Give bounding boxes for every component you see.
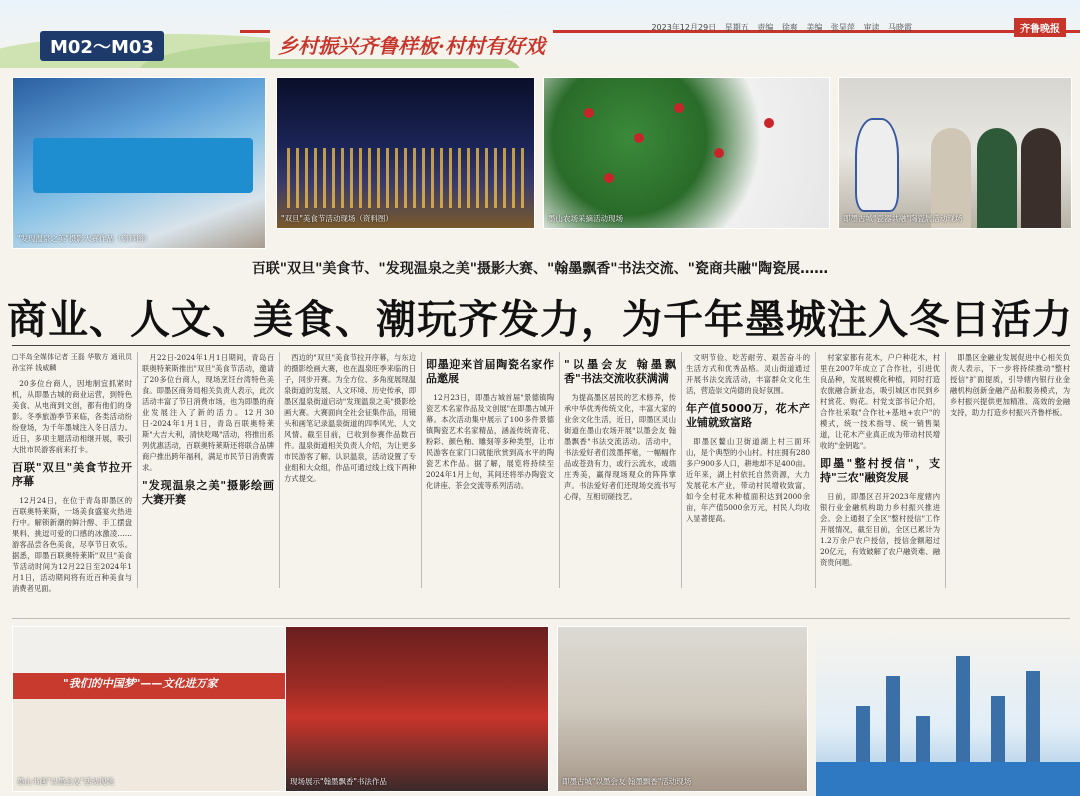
article-column-3 [284, 352, 416, 592]
staff-label: 审读 [863, 23, 880, 32]
lights-shape [287, 148, 524, 208]
article-paragraph: 月22日-2024年1月1日期间，青岛百联奥特莱斯推出"双旦"美食节活动，邀请了20多位台商人，现场烹饪台湾特色美食。即墨区商务局相关负责人表示，此次活动丰富了节日消费市场，也为即墨的商业发展注入了新的活力。12月30日-2024年1月1日，青岛百联奥特莱斯"大吉大利，清快吃喝"活动，将推出系列优惠活动，百联奥特莱斯还将联合品牌商户推出跨年福利，满足市民节日消费需求。 [142, 353, 274, 472]
article-paragraph: 西边的"双旦"美食节拉开序幕，与东边的摄影绘画大赛，也在温泉旺季来临的日子，同步开赛。为全方位、多角度展现温泉街道的发展、人文环境、历史传承，即墨区温泉街道启动"发现温泉之美"摄影绘画大赛。大赛面向全社会征集作品，用镜头和画笔记录温泉街道的四季风光、人文风情。截至目前，已收到参赛作品数百件。温泉街道相关负责人介绍，为让更多市民游客了解、认识温泉，活动设置了专业组和大众组，作品可通过线上线下两种方式提交。 [284, 353, 416, 483]
berry-shape [764, 118, 774, 128]
event-banner-text: "我们的中国梦"——文化进万家 [63, 677, 218, 690]
pool-shape [33, 138, 253, 193]
section-heading: 即墨"整村授信"，支持"三农"融资发展 [820, 457, 940, 484]
staff-name: 徐爽 [781, 23, 798, 32]
edition-date: 2023年12月29日 [651, 23, 717, 32]
article-paragraph: 12月24日，在位于青岛即墨区的百联奥特莱斯，一场美食盛宴火热进行中。解锁新潮的鲜汁醇、手工摆盘果料、挑逗可爱的口感的冰激凌……游客品尝各色美食，尽享节日欢乐。据悉，即墨百联奥特莱斯"双旦"美食节活动时间为12月22日至2024年1月1日，活动期间将有近百种美食与消费者见面。 [12, 496, 132, 592]
photo-caption: "发现温泉之美"摄影大赛作品（资料图） [17, 234, 152, 243]
berry-shape [634, 133, 644, 143]
edition-meta [645, 22, 912, 33]
article-paragraph: 20多位台商人，因地制宜抓紧时机，从即墨古城的商业运营，到特色美食、从电商到文创，都有他们的身影。冬季旅游季节来临，各类活动纷纷登场，为千年墨城注入冬日活力。近日，多项主题活动相继开展，吸引大批市民游客前来打卡。 [12, 379, 132, 454]
section-heading: "发现温泉之美"摄影绘画大赛开赛 [142, 479, 274, 506]
divider [815, 352, 816, 588]
article-paragraph: 12月23日，即墨古城首届"景德镇陶瓷艺术名家作品及文创展"在即墨古城开幕。本次活动集中展示了100多件景德镇陶瓷艺术名家精品，涵盖传统青花、粉彩、颜色釉、雕刻等多种类型，让市民游客在家门口就能欣赏到高水平的陶瓷艺术作品。据了解，展览将持续至2024年1月上旬，其间还将举办陶瓷文化讲座、茶会交流等系列活动。 [426, 393, 554, 490]
staff-label: 美编 [806, 23, 823, 32]
article-byline: □半岛全媒体记者 王磊 华敬方 通讯员 孙宝祥 钱威麟 [12, 353, 132, 372]
tower-shape [956, 656, 970, 766]
article-column-5 [564, 352, 676, 592]
photo-ceramic-show [838, 77, 1072, 229]
divider [12, 345, 1070, 346]
article-column-2 [142, 352, 274, 592]
edition-weekday: 星期五 [724, 23, 749, 32]
photo-hot-spring [12, 77, 266, 249]
photo-caption: 现场展示"翰墨飘香"书法作品 [290, 777, 387, 786]
article-column-8 [950, 352, 1070, 592]
person-shape [977, 128, 1017, 228]
city-skyline-illustration [816, 626, 1080, 796]
photo-caption: "双旦"美食节活动现场（资料图） [281, 214, 393, 223]
article-column-7 [820, 352, 940, 592]
article-subhead: 百联"双旦"美食节、"发现温泉之美"摄影大赛、"翰墨飘香"书法交流、"瓷商共融"陶瓷展…… [251, 261, 829, 277]
divider [421, 352, 422, 588]
section-heading: "以墨会友 翰墨飘香"书法交流收获满满 [564, 358, 676, 385]
photo-berry-farm [543, 77, 830, 229]
divider [137, 352, 138, 588]
section-heading: 即墨迎来首届陶瓷名家作品邀展 [426, 358, 554, 385]
staff-label: 责编 [757, 23, 774, 32]
article-column-1 [12, 352, 132, 592]
tower-shape [886, 676, 900, 766]
article-paragraph: 为提高墨区居民的艺术修养，传承中华优秀传统文化，丰富大家的业余文化生活，近日，即墨区灵山街道在墨山农场开展"以墨会友 翰墨飘香"书法交流活动。活动中，书法爱好者们泼墨挥毫，一幅幅作品或苍劲有力，或行云流水，或端庄秀美，赢得现场观众的阵阵掌声。书法爱好者们还现场交流书写心得，互相切磋技艺。 [564, 393, 676, 501]
section-heading: 年产值5000万，花木产业铺就致富路 [686, 402, 810, 429]
berry-shape [714, 148, 724, 158]
newspaper-logo: 齐鲁晚报 [1014, 18, 1066, 37]
photo-caption: 即墨古城"以墨会友 翰墨飘香"活动现场 [562, 777, 692, 786]
section-heading: 百联"双旦"美食节拉开序幕 [12, 461, 132, 488]
divider [12, 618, 1070, 619]
photo-ancient-town [557, 626, 808, 792]
article-paragraph: 即墨区鳌山卫街道湖上村三面环山，是个典型的小山村。村庄拥有280多户900多人口，耕地却不足400亩。近年来，湖上村依托自然资源，大力发展花木产业，带动村民增收致富，如今全村花木种植面积达到2000余亩，年产值5000余万元，村民人均收入显著提高。 [686, 437, 810, 523]
vase-shape [855, 118, 899, 212]
divider [945, 352, 946, 588]
photo-caption: 墨山农场采摘活动现场 [548, 214, 623, 223]
photo-night-market [276, 77, 535, 229]
photo-calligraphy-works [285, 626, 549, 792]
divider [559, 352, 560, 588]
tower-shape [856, 706, 870, 766]
berry-shape [584, 108, 594, 118]
person-shape [1021, 128, 1061, 228]
page-number: M02～M03 [40, 31, 164, 61]
berry-shape [674, 103, 684, 113]
tower-shape [916, 716, 930, 766]
article-headline: 商业、人文、美食、潮玩齐发力，为千年墨城注入冬日活力 [7, 297, 1073, 343]
article-paragraph: 即墨区金融业发展促进中心相关负责人表示，下一步将持续推动"整村授信"扩面提质，引导辖内银行业金融机构创新金融产品和服务模式，为乡村振兴提供更加精准、高效的金融支持，助力打造乡村振兴齐鲁样板。 [950, 353, 1070, 417]
photo-calligraphy-event [12, 626, 288, 792]
article-paragraph: 村家家都有花木，户户种花木，村里在2007年成立了合作社，引进优良品种，发展规模化种植，同时打造农旅融合新业态，吸引城区市民到乡村赏花、购花。村党支部书记介绍，合作社采取"合作社+基地+农户"的模式，统一技术指导、统一销售渠道，让花木产业真正成为带动村民增收的"金钥匙"。 [820, 353, 940, 450]
divider [681, 352, 682, 588]
photo-caption: 即墨古城"瓷器共融"陶瓷展活动现场 [843, 214, 963, 223]
tower-shape [991, 696, 1005, 766]
article-column-4 [426, 352, 554, 592]
photo-caption: 墨山书画"以墨会友"活动现场 [17, 777, 114, 786]
staff-name: 张昊萍 [830, 23, 855, 32]
tower-shape [1026, 671, 1040, 766]
section-slogan: 乡村振兴齐鲁样板·村村有好戏 [270, 30, 553, 59]
staff-name: 马晓霞 [888, 23, 912, 32]
article-paragraph: 文明节俭、吃苦耐劳、艰苦奋斗的生活方式和优秀品格。灵山街道通过开展书法交流活动，丰富群众文化生活，营造崇文尚德的良好氛围。 [686, 353, 810, 395]
water-shape [816, 762, 1080, 796]
article-column-6 [686, 352, 810, 592]
divider [279, 352, 280, 588]
article-paragraph: 日前，即墨区召开2023年度辖内银行业金融机构助力乡村振兴推进会。会上通报了全区"整村授信"工作开展情况，截至目前，全区已累计为1.2万余户农户授信，授信金额超过20亿元，有效破解了农户融资难、融资贵问题。 [820, 492, 940, 567]
berry-shape [604, 173, 614, 183]
